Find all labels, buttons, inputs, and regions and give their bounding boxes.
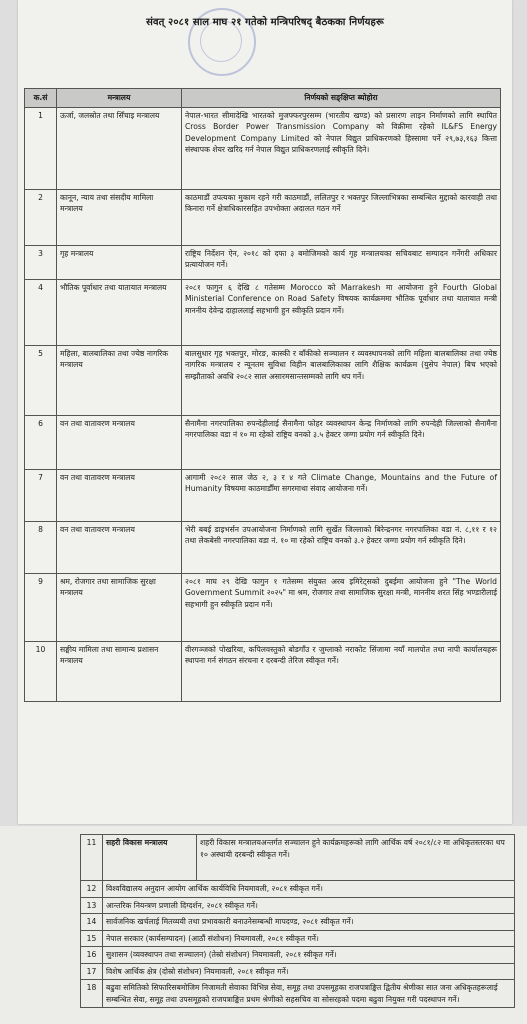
decisions-table [24,88,501,702]
row-ministry: कानून, न्याय तथा संसदीय मामिला मन्त्रालय [57,189,182,245]
row-ministry: वन तथा वातावरण मन्त्रालय [57,415,182,469]
table-header-row [25,89,501,108]
table-row [81,980,515,1008]
row-number: 4 [25,279,57,345]
row-decision: आगामी २०८२ साल जेठ २, ३ र ४ गते Climate Change, Mountains and the Future of Humanity विषयमा काठमाडौँमा सगरमाथा संवाद आयोजना गर्ने। [182,469,501,521]
row-number: 7 [25,469,57,521]
table-row [25,415,501,469]
row-number: 5 [25,345,57,415]
row-ministry: महिला, बालबालिका तथा ज्येष्ठ नागरिक मन्त्रालय [57,345,182,415]
table-row [81,947,515,964]
row-number: 8 [25,521,57,573]
table-row [25,521,501,573]
table-row [81,881,515,898]
row-number: 9 [25,573,57,641]
row-decision: भेरी बबई डाइभर्सन उपआयोजना निर्माणको लागि सुर्खेत जिल्लाको बिरेन्द्रनगर नगरपालिका वडा नं. ८,११ र १२ तथा लेकबेसी नगरपालिका वडा नं. १० मा रहेको राष्ट्रिय वनको ३.२ हेक्टर जग्गा प्रयोग गर्न स्वीकृति दिने। [182,521,501,573]
row-number: 14 [81,914,103,931]
row-number: 16 [81,947,103,964]
table-row [25,345,501,415]
row-number: 3 [25,245,57,279]
row-ministry: श्रम, रोजगार तथा सामाजिक सुरक्षा मन्त्रालय [57,573,182,641]
row-number: 2 [25,189,57,245]
decisions-table-continued [80,834,515,1008]
row-ministry: वन तथा वातावरण मन्त्रालय [57,521,182,573]
table-row [25,279,501,345]
row-number: 6 [25,415,57,469]
row-number: 10 [25,641,57,701]
row-ministry: गृह मन्त्रालय [57,245,182,279]
row-decision: विशेष आर्थिक क्षेत्र (दोस्रो संशोधन) नियमावली, २०८१ स्वीकृत गर्ने। [103,963,515,980]
row-ministry: वन तथा वातावरण मन्त्रालय [57,469,182,521]
table-row [81,930,515,947]
row-decision: नेपाल-भारत सीमादेखि भारतको मुजफ्फरपुरसम्म (भारतीय खण्ड) को प्रसारण लाइन निर्माणको लागि स्थापित Cross Border Power Transmission Company को विक्रीमा रहेको IL&FS Energy Development Company Limited को नेपाल विद्युत प्राधिकरणको हिस्सामा पर्ने २९,७३,१६३ कित्ता संस्थापक शेयर खरिद गर्न नेपाल विद्युत प्राधिकरणलाई स्वीकृति दिने। [182,107,501,189]
table-row [81,963,515,980]
row-decision: बढुवा समितिको सिफारिसबमोजिम निजामती सेवाका विभिन्न सेवा, समूह तथा उपसमूहका राजपत्राङ्कित द्वितीय श्रेणीका सात जना अधिकृतहरूलाई सम्बन्धित सेवा, समूह तथा उपसमूहको राजपत्राङ्कित प्रथम श्रेणीको सहसचिव वा सोसरहको पदमा बढुवा नियुक्त गरी पदस्थापन गर्ने। [103,980,515,1008]
row-decision: आन्तरिक नियन्त्रण प्रणाली दिग्दर्शन, २०८१ स्वीकृत गर्ने। [103,897,515,914]
row-ministry: ऊर्जा, जलस्रोत तथा सिँचाइ मन्त्रालय [57,107,182,189]
table-row [81,897,515,914]
row-decision: वीरगञ्जको पोखरिया, कपिलवस्तुको बोडगाँउ र जुम्लाको नराकोट सिंजामा नयाँ मालपोत तथा नापी कार्यालयहरू स्थापना गर्न संगठन संरचना र दरबन्दी तेरिज स्वीकृत गर्ने। [182,641,501,701]
row-decision: विश्वविद्यालय अनुदान आयोग आर्थिक कार्यविधि नियमावली, २०८१ स्वीकृत गर्ने। [103,881,515,898]
table-row [25,189,501,245]
row-number: 18 [81,980,103,1008]
page-title: संवत् २०८१ साल माघ २१ गतेको मन्त्रिपरिषद् बैठकका निर्णयहरू [146,17,384,28]
row-decision: बालसुधार गृह भक्तपुर, मोरङ, कास्की र बाँकीको सञ्चालन र व्यवस्थापनको लागि महिला बालबालिका तथा ज्येष्ठ नागरिक मन्त्रालय र न्यूनतम सुविधा विहीन बालबालिकाका लागि शैक्षिक कार्यक्रम (युसेप नेपाल) बिच भएको सम्झौताको अवधि २०८२ साल असारमसान्तसम्मको लागि थप गर्ने। [182,345,501,415]
row-number: 13 [81,897,103,914]
row-ministry: सहरी विकास मन्त्रालय [103,835,197,881]
row-decision: २०८१ फागुन ६ देखि ८ गतेसम्म Morocco को Marrakesh मा आयोजना हुने Fourth Global Ministerial Conference on Road Safety विषयक कार्यक्रममा भौतिक पूर्वाधार तथा यातायात मन्त्री माननीय देवेन्द्र दाहाललाई सहभागी हुन स्वीकृति प्रदान गर्ने। [182,279,501,345]
row-decision: शहरी विकास मन्त्रालयअन्तर्गत सञ्चालन हुने कार्यक्रमहरूको लागि आर्थिक वर्ष २०८१/८२ मा अधिकृतस्तरका थप १० अस्थायी दरबन्दी स्वीकृत गर्ने। [197,835,515,881]
row-decision: काठमाडौं उपत्यका मुकाम रहने गरी काठमाडौं, ललितपुर र भक्तपुर जिल्लाभित्रका सम्बन्धित मुद्दाको कारवाही तथा किनारा गर्ने क्षेत्राधिकारसहित उपभोक्ता अदालत गठन गर्ने [182,189,501,245]
row-decision: सुशासन (व्यवस्थापन तथा सञ्चालन) (तेस्रो संशोधन) नियमावली, २०८१ स्वीकृत गर्ने। [103,947,515,964]
header-decision: निर्णयको सङ्क्षिप्त ब्योहोरा [182,89,501,108]
row-number: 1 [25,107,57,189]
row-number: 12 [81,881,103,898]
table-row [25,245,501,279]
table-row [81,835,515,881]
table-row [25,107,501,189]
row-ministry: भौतिक पूर्वाधार तथा यातायात मन्त्रालय [57,279,182,345]
row-number: 17 [81,963,103,980]
table-row [25,573,501,641]
row-ministry: सङ्घीय मामिला तथा सामान्य प्रशासन मन्त्रालय [57,641,182,701]
row-decision: सार्वजनिक खर्चलाई मितव्ययी तथा प्रभावकारी बनाउनेसम्बन्धी मापदण्ड, २०८१ स्वीकृत गर्ने। [103,914,515,931]
row-decision: २०८१ माघ २९ देखि फागुन १ गतेसम्म संयुक्त अरब इमिरेट्सको दुबईमा आयोजना हुने "The World Government Summit २०२५" मा श्रम, रोजगार तथा सामाजिक सुरक्षा मन्त्री, माननीय शरत सिंह भण्डारीलाई सहभागी हुन स्वीकृति प्रदान गर्ने। [182,573,501,641]
table-row [25,641,501,701]
table-row [81,914,515,931]
row-decision: सैनामैना नगरपालिका रुपन्देहीलाई सैनामैना फोहर व्यवस्थापन केन्द्र निर्माणको लागि रुपन्देही जिल्लाको सैनामैना नगरपालिका वडा नं १० मा रहेको राष्ट्रिय वनको ३.५ हेक्टर जग्गा प्रयोग गर्न स्वीकृति दिने। [182,415,501,469]
header-number: क.सं [25,89,57,108]
row-decision: राष्ट्रिय निर्देशन ऐन, २०१८ को दफा ३ बमोजिमको कार्य गृह मन्त्रालयका सचिवबाट सम्पादन गर्नेगरी अधिकार प्रत्यायोजन गर्ने। [182,245,501,279]
row-number: 11 [81,835,103,881]
row-number: 15 [81,930,103,947]
header-ministry: मन्त्रालय [57,89,182,108]
row-decision: नेपाल सरकार (कार्यसम्पादन) (आठौं संशोधन) नियमावली, २०८१ स्वीकृत गर्ने। [103,930,515,947]
table-row [25,469,501,521]
